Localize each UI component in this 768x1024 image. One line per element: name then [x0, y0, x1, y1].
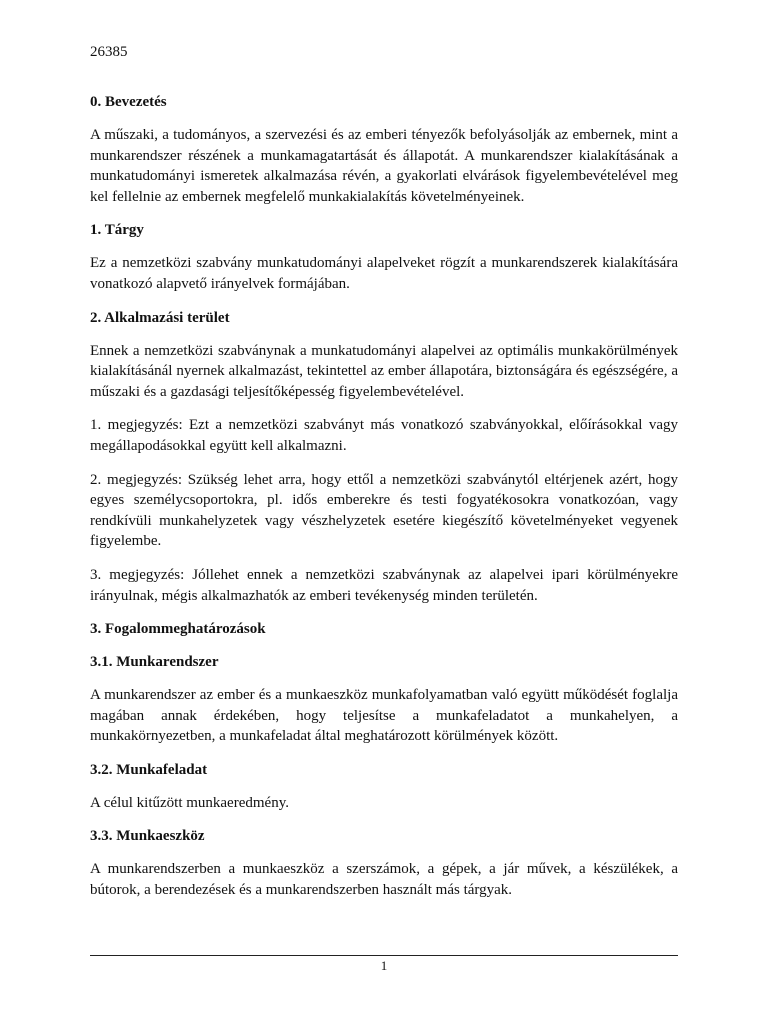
- subsection-heading: 3.1. Munkarendszer: [90, 654, 219, 671]
- paragraph: A műszaki, a tudományos, a szervezési és az emberi tényezők befolyásolják az embernek, mint a munkarendszer részének a munkamagatartását és állapotát. A munkarendszer kialakításának a munkatudományi ismeretek alkalmazása révén, a gyakorlati elvárások figyelembevételével meg kel fellelnie az embernek megfelelő munkakialakítás követelményeinek.: [90, 127, 678, 205]
- document-page: [90, 0, 678, 1024]
- section-work-equipment: [90, 826, 678, 900]
- section-heading: 3. Fogalommeghatározások: [90, 621, 266, 638]
- note-1: 1. megjegyzés: Ezt a nemzetközi szabványt más vonatkozó szabványokkal, előírásokkal vagy megállapodásokkal együtt kell alkalmazni.: [90, 417, 678, 454]
- section-subject: [90, 220, 678, 294]
- section-introduction: [90, 92, 678, 207]
- section-scope: [90, 308, 678, 607]
- section-definitions: [90, 619, 678, 639]
- document-number: 26385: [90, 44, 128, 60]
- paragraph: A munkarendszer az ember és a munkaeszköz munkafolyamatban való együtt működését foglalja magában annak érdekében, hogy teljesítse a munkafeladatot a munkahelyen, a munkakörnyezetben, a munkafeladat által meghatározott körülmények között.: [90, 687, 678, 745]
- footer-divider: [90, 955, 678, 956]
- note-3: 3. megjegyzés: Jóllehet ennek a nemzetközi szabványnak az alapelvei ipari körülményekre irányulnak, mégis alkalmazhatók az emberi tevékenység minden területén.: [90, 566, 678, 604]
- section-work-task: [90, 760, 678, 814]
- section-work-system: [90, 652, 678, 747]
- paragraph: Ez a nemzetközi szabvány munkatudományi alapelveket rögzít a munkarendszerek kialakítására vonatkozó alapvető irányelvek formájában.: [90, 255, 678, 292]
- section-heading: 0. Bevezetés: [90, 94, 167, 110]
- subsection-heading: 3.3. Munkaeszköz: [90, 828, 205, 845]
- page-number: 1: [380, 958, 388, 973]
- section-heading: 1. Tárgy: [90, 222, 144, 239]
- document-body: [90, 92, 678, 914]
- section-heading: 2. Alkalmazási terület: [90, 309, 230, 326]
- paragraph: A célul kitűzött munkaeredmény.: [90, 794, 289, 811]
- note-2: 2. megjegyzés: Szükség lehet arra, hogy ettől a nemzetközi szabványtól eltérjenek azért, hogy egyes személycsoportokra, pl. idős emberekre és testi fogyatékosokra vonatkozóan, vagy rendkívüli munkahelyzetek vagy vészhelyzetek esetére kiegészítő követelményeket vegyenek figyelembe.: [90, 471, 678, 550]
- subsection-heading: 3.2. Munkafeladat: [90, 761, 208, 778]
- paragraph: Ennek a nemzetközi szabványnak a munkatudományi alapelvei az optimális munkakörülmények kialakításánál nyernek alkalmazást, tekintettel az ember állapotára, biztonságára és egészségére, a műszaki és a gazdasági teljesítőképesség figyelembevételével.: [90, 342, 678, 400]
- paragraph: A munkarendszerben a munkaeszköz a szerszámok, a gépek, a jár művek, a készülékek, a bútorok, a berendezések és a munkarendszerben használt más tárgyak.: [90, 861, 678, 899]
